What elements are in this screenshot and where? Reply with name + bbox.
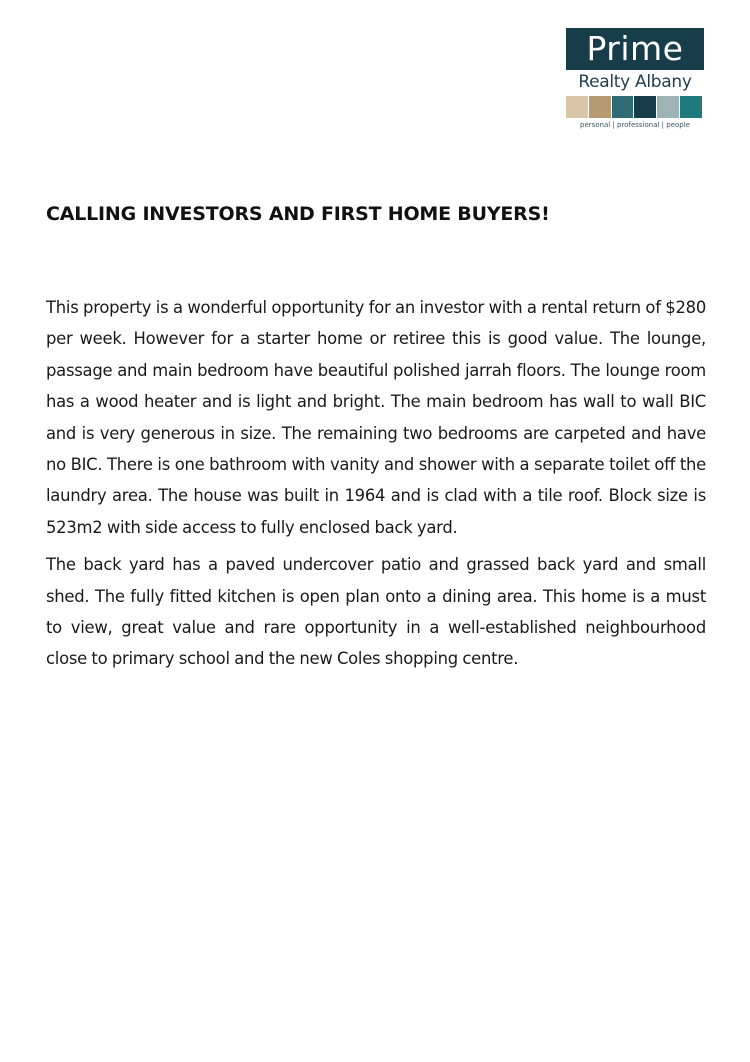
logo-bar (680, 96, 702, 118)
company-logo (566, 28, 704, 130)
logo-bar (566, 96, 588, 118)
logo-bar (589, 96, 611, 118)
logo-bar (657, 96, 679, 118)
listing-description (46, 292, 706, 681)
logo-bar (634, 96, 656, 118)
logo-subtitle: Realty Albany (578, 72, 692, 92)
page-heading: CALLING INVESTORS AND FIRST HOME BUYERS! (46, 203, 550, 225)
logo-tagline: personal | professional | people (580, 121, 690, 129)
logo-color-bars (566, 96, 702, 118)
logo-brand: Prime (566, 28, 704, 70)
description-paragraph: The back yard has a paved undercover patio and grassed back yard and small shed. The fully fitted kitchen is open plan onto a dining area. This home is a must to view, great value and rare opportunity in a well-established neighbourhood close to primary school and the new Coles shopping centre. (46, 555, 706, 669)
logo-bar (612, 96, 634, 118)
description-paragraph: This property is a wonderful opportunity for an investor with a rental return of $280 per week. However for a starter home or retiree this is good value. The lounge, passage and main bedroom have beautiful polished jarrah floors. The lounge room has a wood heater and is light and bright. The main bedroom has wall to wall BIC and is very generous in size. The remaining two bedrooms are carpeted and have no BIC. There is one bathroom with vanity and shower with a separate toilet off the laundry area. The house was built in 1964 and is clad with a tile roof. Block size is 523m2 with side access to fully enclosed back yard. (46, 298, 706, 537)
